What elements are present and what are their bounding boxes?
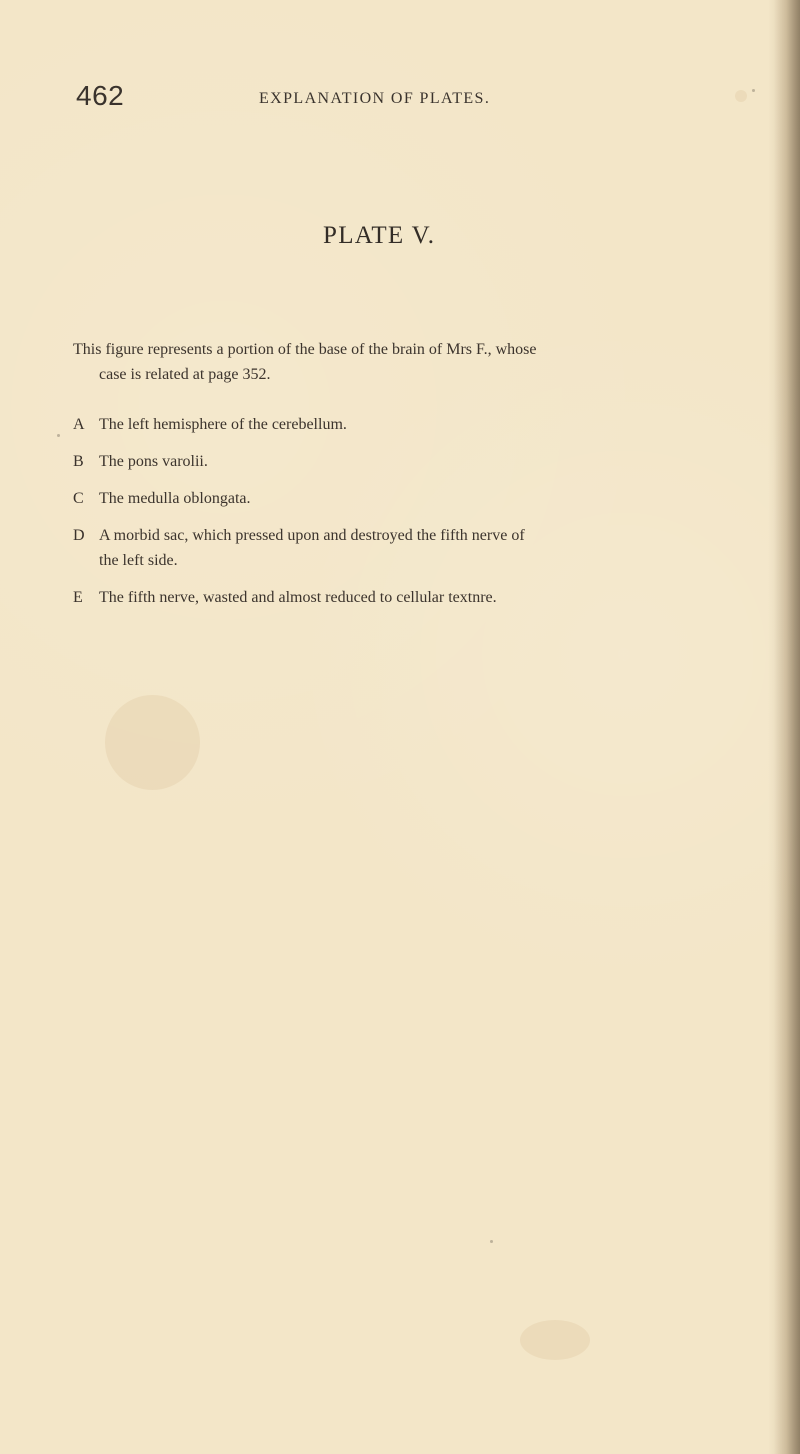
running-head: EXPLANATION OF PLATES. [259,90,491,107]
entry-line: The left hemisphere of the cerebellum. [99,416,347,433]
plate-entry-a [73,412,740,437]
entry-letter: A [73,416,85,433]
plate-title: PLATE V. [323,222,436,249]
plate-entry-d [73,523,740,573]
entry-letter: D [73,527,85,544]
entry-text [99,412,740,437]
entry-text [99,585,740,610]
plate-entry-list [73,412,740,622]
plate-entry-b [73,449,740,474]
intro-line: case is related at page 352. [99,366,271,383]
page-number: 462 [76,80,125,111]
paper-stain [735,90,747,102]
page-edge-shadow [774,0,800,1454]
entry-text [99,486,740,511]
plate-entry-e [73,585,740,610]
paper-speck [752,89,755,92]
plate-entry-c [73,486,740,511]
intro-line: This figure represents a portion of the base of the brain of Mrs F., whose [73,341,537,358]
entry-letter: E [73,589,83,606]
entry-line: A morbid sac, which pressed upon and destroyed the fifth nerve of [99,527,525,544]
entry-text [99,449,740,474]
entry-letter: C [73,490,84,507]
entry-letter: B [73,453,84,470]
paper-speck [490,1240,493,1243]
paper-stain [520,1320,590,1360]
paper-stain [105,695,200,790]
entry-line: The fifth nerve, wasted and almost reduced to cellular textnre. [99,589,497,606]
entry-line: The pons varolii. [99,453,208,470]
entry-line: the left side. [99,552,178,569]
entry-text [99,523,740,573]
paper-speck [57,434,60,437]
entry-line: The medulla oblongata. [99,490,251,507]
plate-introduction [73,337,740,387]
